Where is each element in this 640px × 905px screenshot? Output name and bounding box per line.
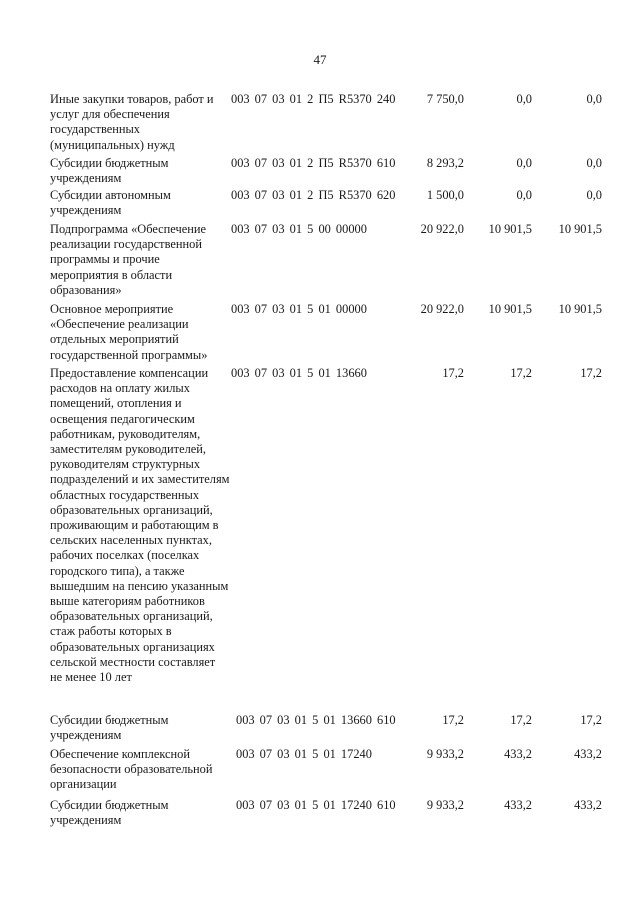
row-value-2: 433,2 — [504, 798, 532, 812]
row-code: 003 07 03 01 2 П5 R5370 240 — [231, 92, 396, 106]
row-value-2: 10 901,5 — [488, 222, 532, 236]
row-name: Субсидии автономным учреждениям — [50, 188, 171, 218]
row-value-1: 17,2 — [442, 713, 464, 727]
row-name: Основное мероприятие «Обеспечение реализации отдельных мероприятий государственной программы» — [50, 302, 208, 362]
row-name: Субсидии бюджетным учреждениям — [50, 156, 169, 186]
row-value-2: 0,0 — [516, 156, 532, 170]
row-name: Субсидии бюджетным учреждениям — [50, 713, 169, 743]
row-value-3: 433,2 — [574, 798, 602, 812]
row-value-1: 20 922,0 — [420, 302, 464, 316]
row-value-2: 17,2 — [510, 713, 532, 727]
row-value-1: 17,2 — [442, 366, 464, 380]
row-code: 003 07 03 01 5 01 00000 — [231, 302, 367, 316]
row-value-3: 0,0 — [586, 188, 602, 202]
row-value-2: 17,2 — [510, 366, 532, 380]
row-name: Предоставление компенсации расходов на оплату жилых помещений, отопления и освещения педагогическим работникам, руководителям, заместителям руководителей, руководителям структурных подразделений и их заместителям областных государственных образовательных организаций, проживающим и работающим в сельских населенных пунктах, рабочих поселках (поселках городского типа), а также вышедшим на пенсию указанным выше категориям работников образовательных организаций, стаж работы которых в образовательных организациях сельской местности составляет не менее 10 лет — [50, 366, 230, 685]
row-code: 003 07 03 01 5 01 17240 610 — [236, 798, 396, 812]
row-value-3: 0,0 — [586, 92, 602, 106]
row-value-3: 10 901,5 — [558, 222, 602, 236]
page-number: 47 — [313, 52, 327, 67]
row-value-3: 17,2 — [580, 713, 602, 727]
row-value-3: 10 901,5 — [558, 302, 602, 316]
row-value-1: 20 922,0 — [420, 222, 464, 236]
row-code: 003 07 03 01 5 01 17240 — [236, 747, 372, 761]
row-name: Иные закупки товаров, работ и услуг для обеспечения государственных (муниципальных) нужд — [50, 92, 214, 152]
row-value-3: 433,2 — [574, 747, 602, 761]
row-code: 003 07 03 01 5 00 00000 — [231, 222, 367, 236]
row-name: Подпрограмма «Обеспечение реализации государственной программы и прочие мероприятия в области образования» — [50, 222, 206, 297]
row-name: Обеспечение комплексной безопасности образовательной организации — [50, 747, 213, 792]
row-code: 003 07 03 01 5 01 13660 — [231, 366, 367, 380]
row-code: 003 07 03 01 5 01 13660 610 — [236, 713, 396, 727]
row-value-2: 0,0 — [516, 92, 532, 106]
row-value-1: 9 933,2 — [426, 798, 464, 812]
row-value-1: 8 293,2 — [426, 156, 464, 170]
row-value-1: 7 750,0 — [426, 92, 464, 106]
row-value-2: 433,2 — [504, 747, 532, 761]
row-value-1: 1 500,0 — [426, 188, 464, 202]
row-value-2: 10 901,5 — [488, 302, 532, 316]
row-code: 003 07 03 01 2 П5 R5370 610 — [231, 156, 396, 170]
row-value-3: 17,2 — [580, 366, 602, 380]
row-value-1: 9 933,2 — [426, 747, 464, 761]
row-value-2: 0,0 — [516, 188, 532, 202]
row-code: 003 07 03 01 2 П5 R5370 620 — [231, 188, 396, 202]
row-value-3: 0,0 — [586, 156, 602, 170]
row-name: Субсидии бюджетным учреждениям — [50, 798, 169, 828]
